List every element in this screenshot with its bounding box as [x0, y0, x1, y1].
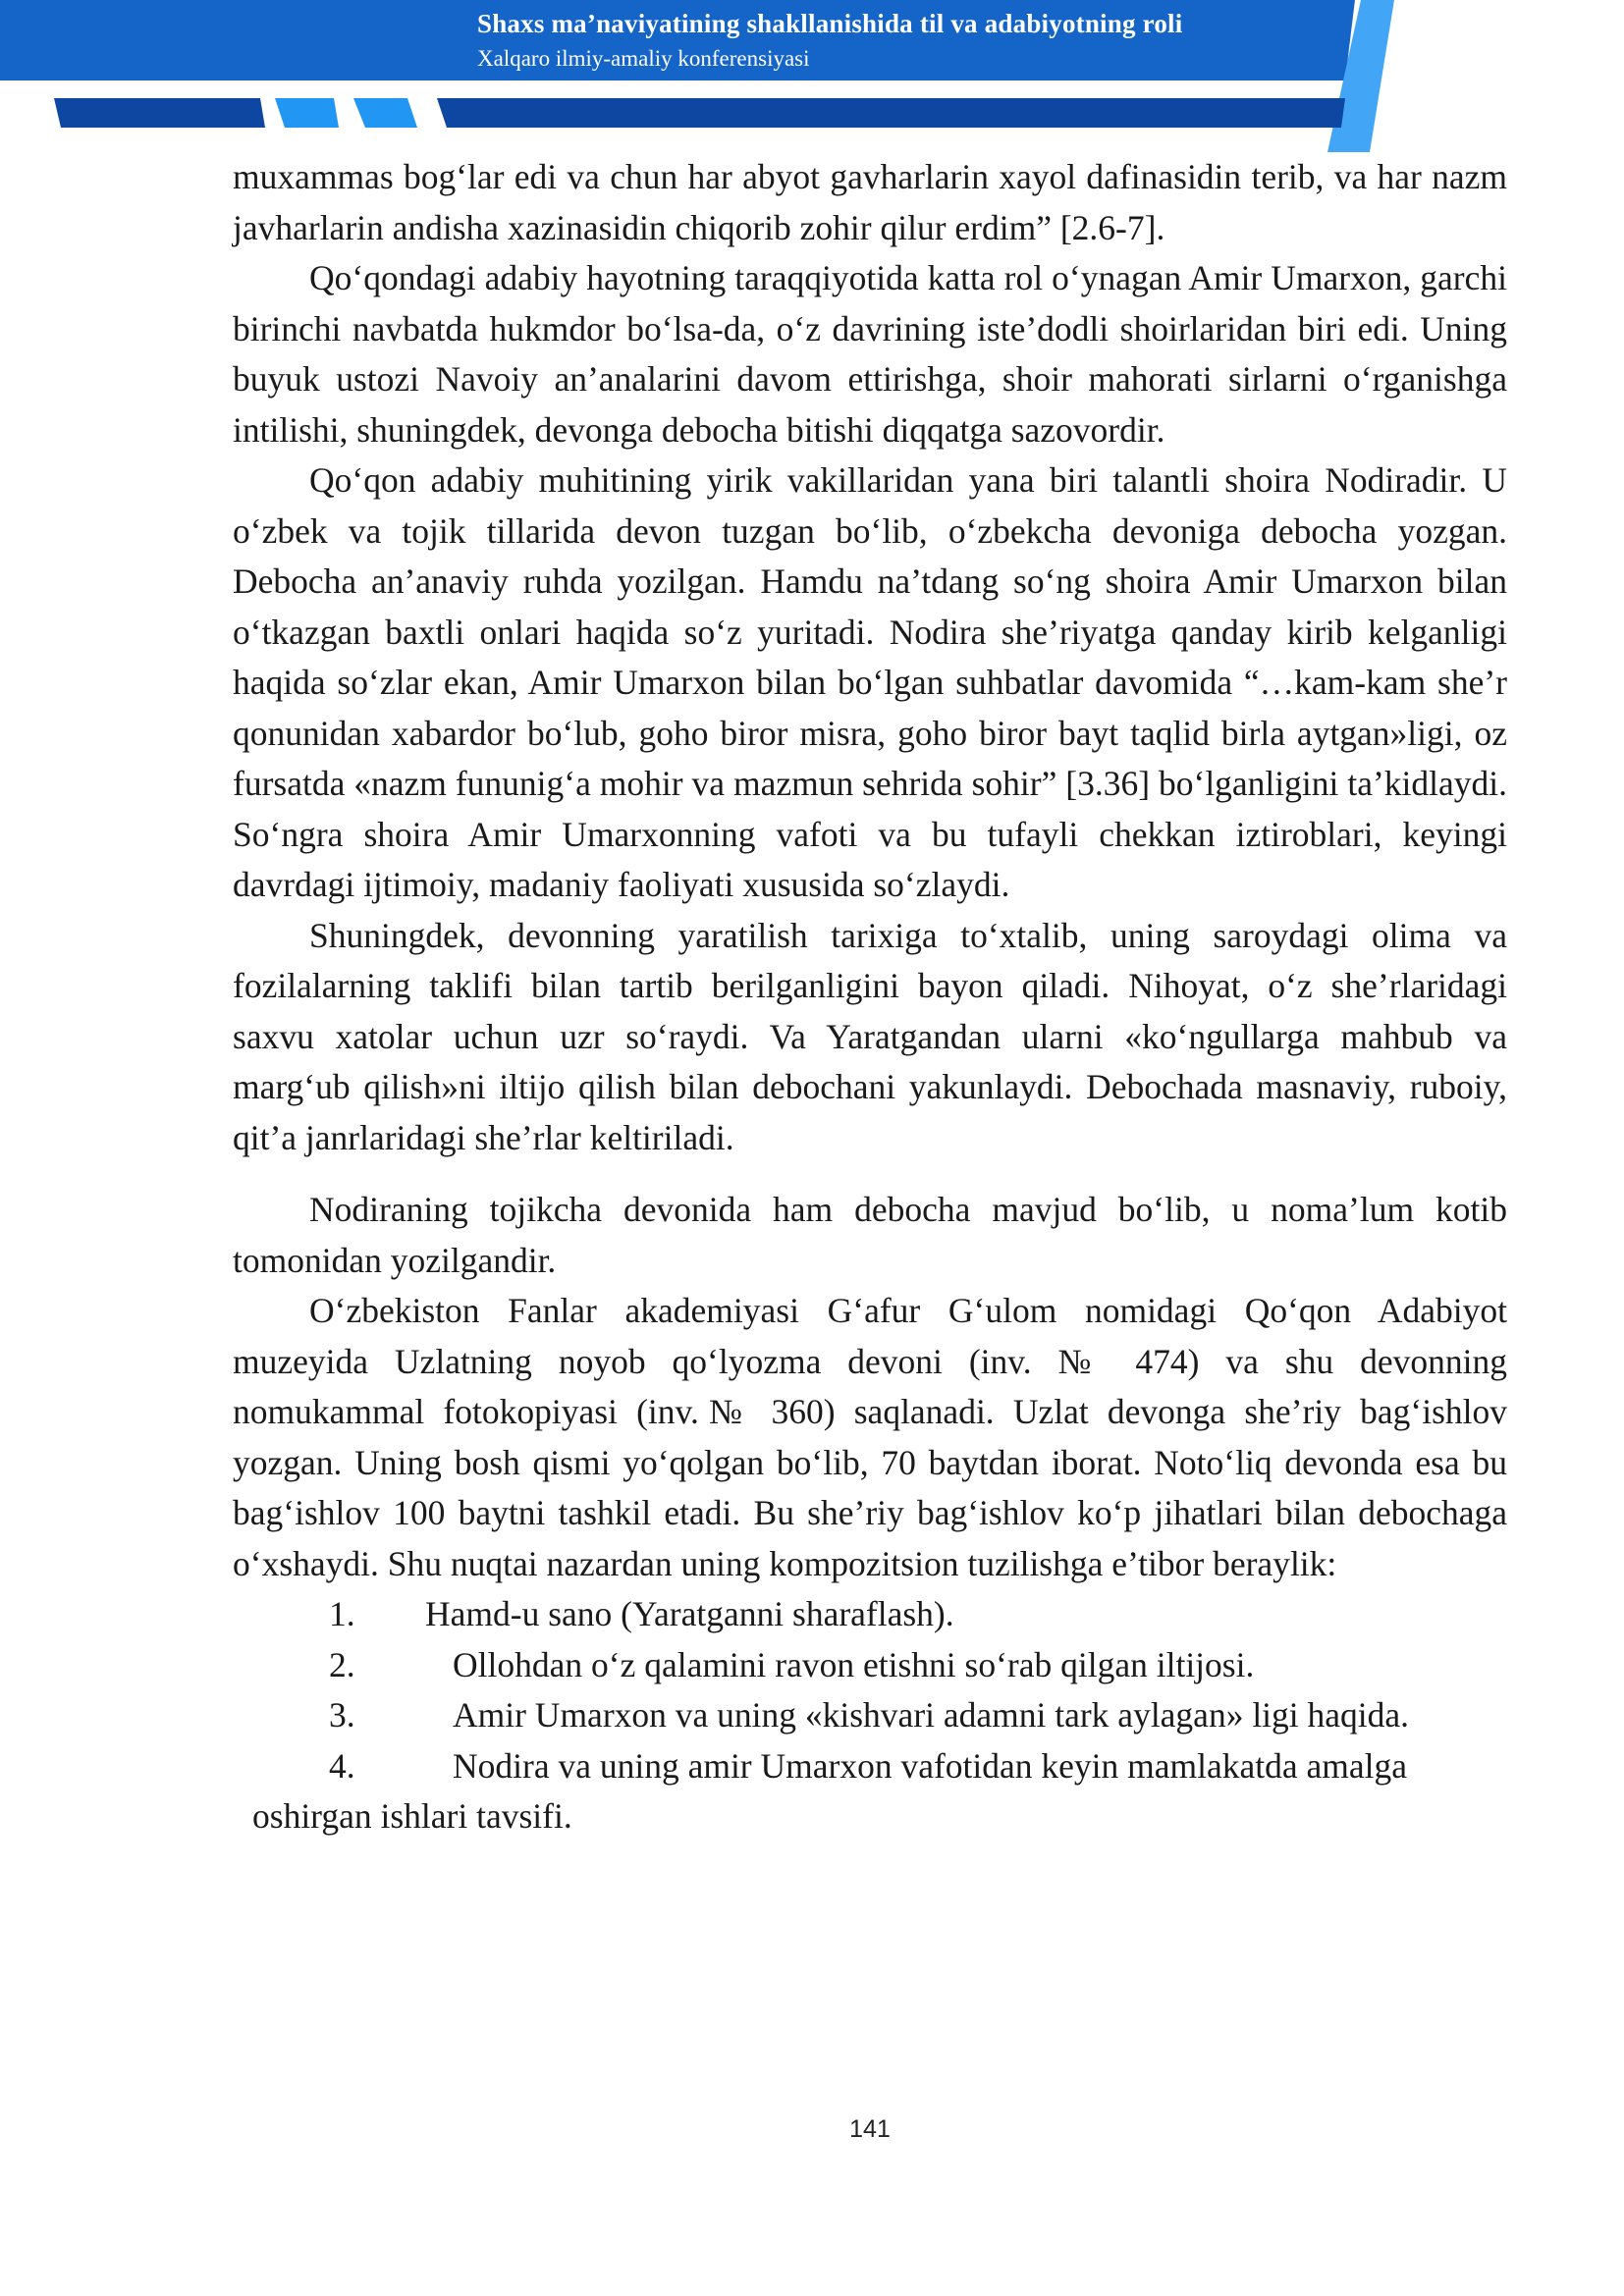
article-body: [233, 152, 1507, 1842]
list-item: [233, 1690, 1507, 1741]
list-item-number: 1.: [329, 1594, 355, 1633]
list-item: [233, 1589, 1507, 1640]
header-stripe-2: [275, 98, 339, 128]
paragraph: Shuningdek, devonning yaratilish tarixiga to‘xtalib, uning saroydagi olima va fozilalarning taklifi bilan tartib berilganligini bayon qiladi. Nihoyat, o‘z she’rlaridagi saxvu xatolar uchun uzr so‘raydi. Va Yaratgandan ularni «ko‘ngullarga mahbub va marg‘ub qilish»ni iltijo qilish bilan debochani yakunlaydi. Debochada masnaviy, ruboiy, qit’a janrlaridagi she’rlar keltiriladi.: [233, 915, 1507, 1157]
header-stripe-1: [54, 98, 265, 128]
list-item: [233, 1640, 1507, 1691]
paragraph: Qo‘qondagi adabiy hayotning taraqqiyotida katta rol o‘ynagan Amir Umarxon, garchi birinchi navbatda hukmdor bo‘lsa-da, o‘z davrining iste’dodli shoirlaridan biri edi. Uning buyuk ustozi Navoiy an’analarini davom ettirishga, shoir mahorati sirlarni o‘rganishga intilishi, shuningdek, devonga debocha bitishi diqqatga sazovordir.: [233, 258, 1507, 450]
list-item-number: 2.: [329, 1644, 355, 1684]
page-header: [0, 0, 1624, 157]
list-item-continuation: oshirgan ishlari tavsifi.: [252, 1796, 572, 1836]
header-stripe-3: [353, 98, 417, 128]
page-number: 141: [849, 2115, 891, 2143]
list-item-number: 4.: [329, 1745, 355, 1786]
list-item-text: Nodira va uning amir Umarxon vafotidan keyin mamlakatda amalga: [453, 1745, 1407, 1786]
list-item-text: Ollohdan o‘z qalamini ravon etishni so‘rab qilgan iltijosi.: [453, 1644, 1255, 1684]
header-stripe-4: [437, 98, 1345, 128]
paragraph: O‘zbekiston Fanlar akademiyasi G‘afur G‘ulom nomidagi Qo‘qon Adabiyot muzeyida Uzlatning noyob qo‘lyozma devoni (inv. № 474) va shu devonning nomukammal fotokopiyasi (inv.№ 360) saqlanadi. Uzlat devonga she’riy bag‘ishlov yozgan. Uning bosh qismi yo‘qolgan bo‘lib, 70 baytdan iborat. Noto‘liq devonda esa bu bag‘ishlov 100 baytni tashkil etadi. Bu she’riy bag‘ishlov ko‘p jihatlari bilan debochaga o‘xshaydi. Shu nuqtai nazardan uning kompozitsion tuzilishga e’tibor beraylik:: [233, 1291, 1507, 1583]
paragraph: Nodiraning tojikcha devonida ham debocha mavjud bo‘lib, u noma’lum kotib tomonidan yozilgandir.: [233, 1190, 1507, 1280]
list-item-number: 3.: [329, 1695, 355, 1735]
conference-subtitle: Xalqaro ilmiy-amaliy konferensiyasi: [477, 46, 810, 71]
list-item-text: Amir Umarxon va uning «kishvari adamni tark aylagan» ligi haqida.: [453, 1695, 1410, 1735]
list-item: [233, 1741, 1507, 1792]
list-item-text: Hamd-u sano (Yaratganni sharaflash).: [425, 1594, 954, 1633]
paragraph: Qo‘qon adabiy muhitining yirik vakillaridan yana biri talantli shoira Nodiradir. U o‘zbek va tojik tillarida devon tuzgan bo‘lib, o‘zbekcha devoniga debocha yozgan. Debocha an’anaviy ruhda yozilgan. Hamdu na’tdang so‘ng shoira Amir Umarxon bilan o‘tkazgan baxtli onlari haqida so‘z yuritadi. Nodira she’riyatga qanday kirib kelganligi haqida so‘zlar ekan, Amir Umarxon bilan bo‘lgan suhbatlar davomida “…kam-kam she’r qonunidan xabardor bo‘lub, goho biror misra, goho biror bayt taqlid birla aytgan»ligi, oz fursatda «nazm fununig‘a mohir va mazmun sehrida sohir” [3.36] bo‘lganligini ta’kidlaydi. So‘ngra shoira Amir Umarxonning vafoti va bu tufayli chekkan iztiroblari, keyingi davrdagi ijtimoiy, madaniy faoliyati xususida so‘zlaydi.: [233, 460, 1507, 904]
conference-title: Shaxs ma’naviyatining shakllanishida til va adabiyotning roli: [477, 9, 1183, 38]
numbered-list: [233, 1589, 1507, 1842]
paragraph-continued: muxammas bog‘lar edi va chun har abyot gavharlarin xayol dafinasidin terib, va har nazm javharlarin andisha xazinasidin chiqorib zohir qilur erdim” [2.6-7].: [233, 157, 1507, 247]
